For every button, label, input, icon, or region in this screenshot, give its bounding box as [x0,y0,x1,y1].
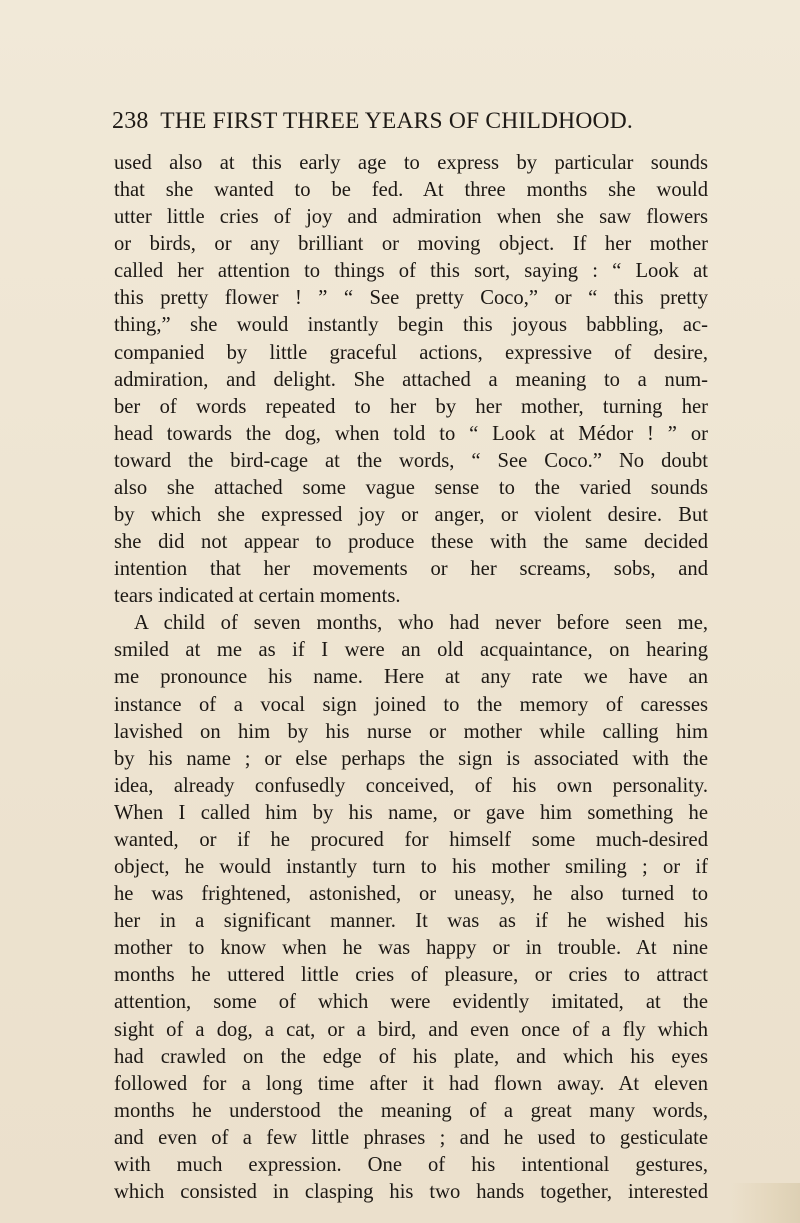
body-text [114,150,708,1206]
text-line: companied by little graceful actions, expressive of desire, [114,341,708,364]
text-line: this pretty flower ! ” “ See pretty Coco,” or “ this pretty [114,287,708,310]
text-line: her in a significant manner. It was as if he wished his [114,910,708,933]
text-line: admiration, and delight. She attached a meaning to a num- [114,368,708,391]
text-line: toward the bird-cage at the words, “ See Coco.” No doubt [114,449,708,472]
text-line: me pronounce his name. Here at any rate we have an [114,666,708,689]
text-line: that she wanted to be fed. At three months she would [114,179,708,202]
text-line: had crawled on the edge of his plate, and which his eyes [114,1045,708,1068]
text-line: called her attention to things of this sort, saying : “ Look at [114,260,708,283]
text-line: sight of a dog, a cat, or a bird, and even once of a fly which [114,1018,708,1041]
text-line: with much expression. One of his intentional gestures, [114,1153,708,1176]
text-line: mother to know when he was happy or in trouble. At nine [114,937,708,960]
text-line: which consisted in clasping his two hands together, interested [114,1180,708,1203]
text-line: used also at this early age to express by particular sounds [114,152,708,174]
text-line: tears indicated at certain moments. [114,585,401,608]
text-line: head towards the dog, when told to “ Look at Médor ! ” or [114,422,708,445]
text-line: by which she expressed joy or anger, or violent desire. But [114,504,708,527]
text-line: months he understood the meaning of a great many words, [114,1099,708,1122]
text-line: attention, some of which were evidently imitated, at the [114,991,708,1014]
text-line: she did not appear to produce these with the same decided [114,531,708,554]
text-line: lavished on him by his nurse or mother while calling him [114,720,708,743]
text-line: object, he would instantly turn to his mother smiling ; or if [114,856,708,879]
text-line: idea, already confusedly conceived, of his own personality. [114,774,708,797]
text-line: ber of words repeated to her by her mother, turning her [114,395,708,418]
text-line: also she attached some vague sense to the varied sounds [114,476,708,499]
text-line: intention that her movements or her screams, sobs, and [114,558,708,581]
text-line: he was frightened, astonished, or uneasy, he also turned to [114,883,708,906]
text-line: by his name ; or else perhaps the sign is associated with the [114,747,708,770]
running-header [112,108,712,144]
text-line: thing,” she would instantly begin this joyous babbling, ac- [114,314,708,337]
text-line: When I called him by his name, or gave him something he [114,801,708,824]
text-line: months he uttered little cries of pleasure, or cries to attract [114,964,708,987]
text-line: smiled at me as if I were an old acquaintance, on hearing [114,639,708,662]
running-title: THE FIRST THREE YEARS OF CHILDHOOD. [160,108,633,134]
page-edge-shading [730,1183,800,1223]
text-line: followed for a long time after it had flown away. At eleven [114,1072,708,1095]
text-line: instance of a vocal sign joined to the memory of caresses [114,693,708,716]
text-line: A child of seven months, who had never before seen me, [134,612,708,635]
text-line: wanted, or if he procured for himself some much-desired [114,828,708,851]
text-line: or birds, or any brilliant or moving object. If her mother [114,233,708,256]
text-line: utter little cries of joy and admiration when she saw flowers [114,206,708,229]
page-number: 238 [112,108,149,134]
text-line: and even of a few little phrases ; and he used to gesticulate [114,1126,708,1149]
